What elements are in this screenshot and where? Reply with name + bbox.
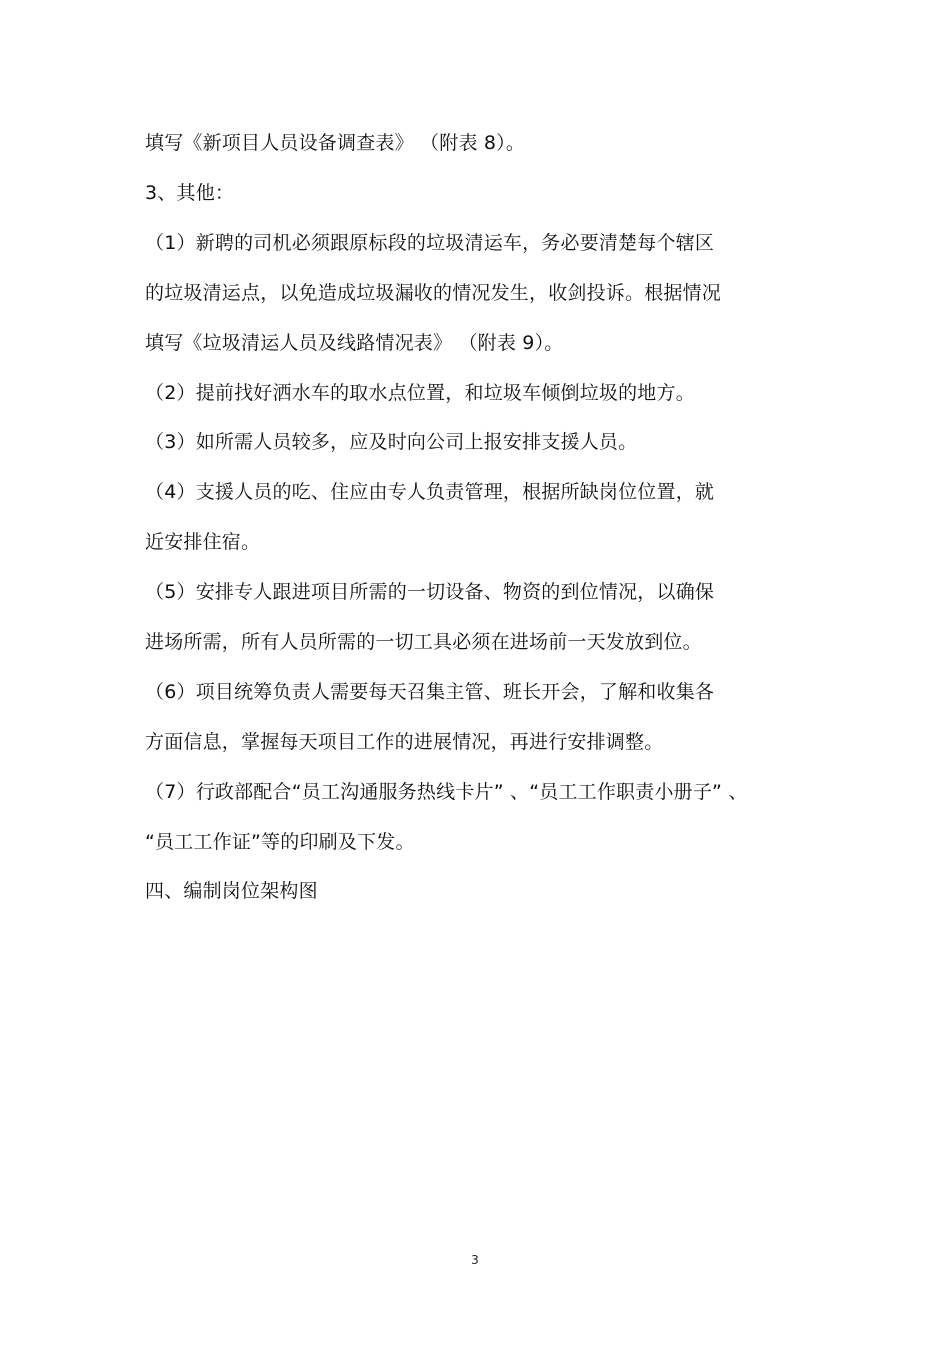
text-line: “员工工作证”等的印刷及下发。 bbox=[145, 831, 415, 853]
section-heading: 3、其他： bbox=[145, 182, 235, 204]
text-line: 进场所需，所有人员所需的一切工具必须在进场前一天发放到位。 bbox=[145, 631, 702, 653]
text-line: （3）如所需人员较多，应及时向公司上报安排支援人员。 bbox=[145, 431, 638, 453]
section-heading: 四、编制岗位架构图 bbox=[145, 880, 318, 902]
text-line: （2）提前找好洒水车的取水点位置，和垃圾车倾倒垃圾的地方。 bbox=[145, 382, 695, 404]
text-line: （5）安排专人跟进项目所需的一切设备、物资的到位情况，以确保 bbox=[145, 581, 715, 603]
text-line: 填写《垃圾清运人员及线路情况表》 （附表 9）。 bbox=[145, 332, 564, 354]
text-line: （1）新聘的司机必须跟原标段的垃圾清运车，务必要清楚每个辖区 bbox=[145, 232, 715, 254]
text-line: 填写《新项目人员设备调查表》 （附表 8）。 bbox=[145, 132, 526, 154]
page-number: 3 bbox=[471, 1253, 479, 1267]
text-line: （7）行政部配合“员工沟通服务热线卡片” 、“员工工作职责小册子” 、 bbox=[145, 781, 748, 803]
text-line: 的垃圾清运点，以免造成垃圾漏收的情况发生，收剑投诉。根据情况 bbox=[145, 282, 722, 304]
text-line: （4）支援人员的吃、住应由专人负责管理，根据所缺岗位位置，就 bbox=[145, 481, 715, 503]
text-line: （6）项目统筹负责人需要每天召集主管、班长开会，了解和收集各 bbox=[145, 681, 715, 703]
text-line: 方面信息，掌握每天项目工作的进展情况，再进行安排调整。 bbox=[145, 731, 664, 753]
text-line: 近安排住宿。 bbox=[145, 531, 261, 553]
